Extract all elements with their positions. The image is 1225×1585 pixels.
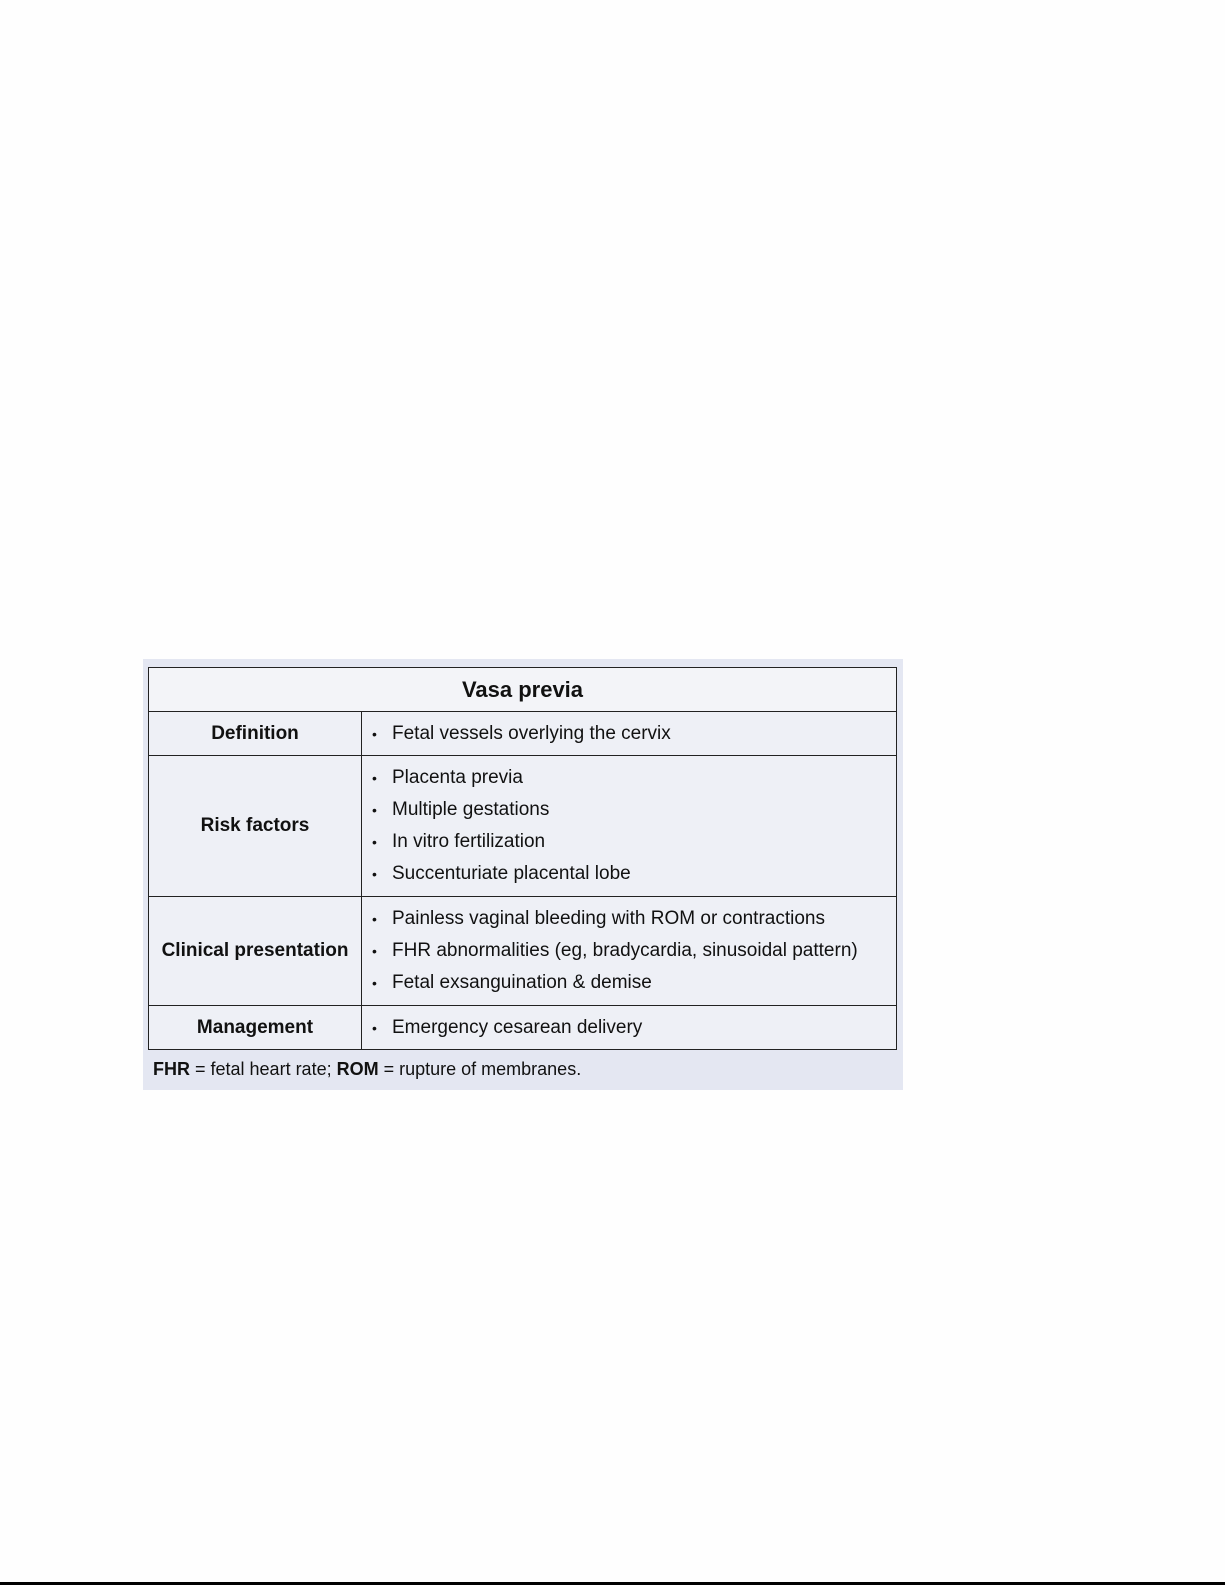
bullet-icon: • [372,866,377,882]
bullet-icon: • [372,770,377,786]
bullet-icon: • [372,834,377,850]
table-row-clinical-presentation [149,897,897,1006]
list-item: • Placenta previa [372,762,896,794]
row-content [362,756,897,897]
table-row-definition [149,712,897,756]
list-item: • Painless vaginal bleeding with ROM or contractions [372,903,896,935]
bullet-icon: • [372,725,377,742]
row-label: Risk factors [149,756,362,897]
footnote-abbr-rom: ROM [336,1059,379,1079]
list-item: • Multiple gestations [372,794,896,826]
table-row-management [149,1006,897,1050]
bullet-icon: • [372,975,377,991]
list-item: • Emergency cesarean delivery [372,1012,896,1044]
vasa-previa-table [148,667,897,1050]
table-footnote [153,1059,581,1080]
bullet-icon: • [372,1019,377,1036]
row-label: Clinical presentation [149,897,362,1006]
list-item: • In vitro fertilization [372,826,896,858]
list-item: • Fetal vessels overlying the cervix [372,718,896,750]
footnote-def-fhr: = fetal heart rate; [190,1059,337,1079]
vasa-previa-figure [143,659,903,1090]
table-title: Vasa previa [149,668,897,712]
list-item: • FHR abnormalities (eg, bradycardia, sinusoidal pattern) [372,935,896,967]
row-content [362,1006,897,1050]
footnote-def-rom: = rupture of membranes. [378,1059,582,1079]
bullet-icon: • [372,943,377,959]
row-label: Definition [149,712,362,756]
list-item: • Succenturiate placental lobe [372,858,896,890]
list-item: • Fetal exsanguination & demise [372,967,896,999]
table-row-risk-factors [149,756,897,897]
footnote-abbr-fhr: FHR [153,1059,190,1079]
bullet-icon: • [372,802,377,818]
row-content [362,712,897,756]
bullet-icon: • [372,911,377,927]
row-label: Management [149,1006,362,1050]
row-content [362,897,897,1006]
